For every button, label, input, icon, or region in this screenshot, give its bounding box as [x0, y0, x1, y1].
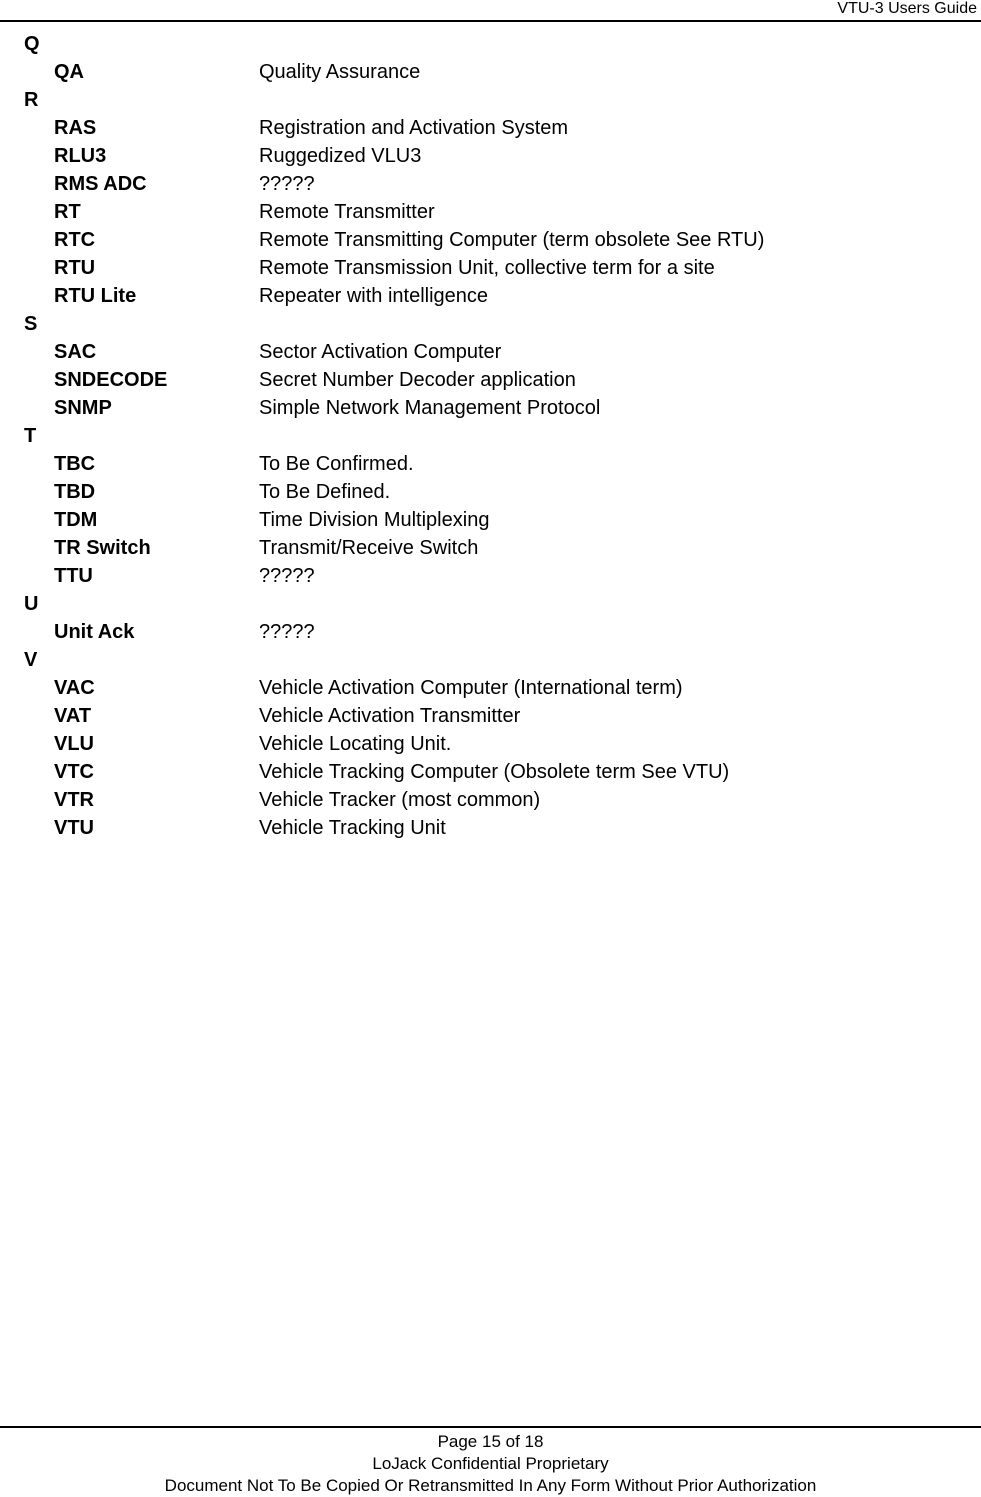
- glossary-definition: Sector Activation Computer: [259, 341, 502, 363]
- section-letter: Q: [24, 33, 40, 55]
- glossary-entry: [0, 114, 981, 142]
- glossary-term: VAC: [54, 677, 95, 699]
- glossary-definition: Vehicle Tracking Unit: [259, 817, 446, 839]
- glossary-definition: ?????: [259, 621, 315, 643]
- glossary-definition: Time Division Multiplexing: [259, 509, 490, 531]
- glossary-term: VAT: [54, 705, 92, 727]
- glossary-definition: Vehicle Tracker (most common): [259, 789, 541, 811]
- glossary-entry: [0, 674, 981, 702]
- glossary-definition: ?????: [259, 565, 315, 587]
- glossary-definition: Remote Transmitting Computer (term obsolete See RTU): [259, 229, 765, 251]
- glossary-term: VLU: [54, 733, 94, 755]
- glossary-entry: [0, 618, 981, 646]
- glossary-term: RAS: [54, 117, 97, 139]
- section-letter: T: [24, 425, 37, 447]
- glossary-entry: [0, 562, 981, 590]
- glossary-entry: [0, 450, 981, 478]
- glossary-definition: Transmit/Receive Switch: [259, 537, 479, 559]
- glossary-term: VTR: [54, 789, 94, 811]
- page-header: [0, 0, 981, 22]
- glossary-definition: To Be Defined.: [259, 481, 391, 503]
- glossary-entry: [0, 282, 981, 310]
- glossary-entry: [0, 702, 981, 730]
- glossary-entry: [0, 786, 981, 814]
- glossary-term: TTU: [54, 565, 93, 587]
- section-letter: R: [24, 89, 39, 111]
- glossary: [0, 30, 981, 842]
- glossary-section-q: [0, 30, 981, 86]
- glossary-section-t: [0, 422, 981, 590]
- glossary-section-v: [0, 646, 981, 842]
- glossary-entry: [0, 394, 981, 422]
- glossary-definition: Quality Assurance: [259, 61, 421, 83]
- confidential-notice: LoJack Confidential Proprietary: [372, 1454, 609, 1473]
- document-title: VTU-3 Users Guide: [837, 0, 977, 17]
- copy-notice: Document Not To Be Copied Or Retransmitted In Any Form Without Prior Authorization: [164, 1476, 817, 1495]
- glossary-term: RLU3: [54, 145, 107, 167]
- glossary-entry: [0, 226, 981, 254]
- page-footer: [0, 1426, 981, 1497]
- glossary-definition: Repeater with intelligence: [259, 285, 489, 307]
- glossary-term: TBC: [54, 453, 96, 475]
- glossary-term: VTC: [54, 761, 94, 783]
- glossary-definition: Vehicle Activation Computer (International term): [259, 677, 683, 699]
- glossary-entry: [0, 338, 981, 366]
- glossary-term: SNDECODE: [54, 369, 168, 391]
- glossary-entry: [0, 170, 981, 198]
- glossary-term: SNMP: [54, 397, 112, 419]
- glossary-term: RT: [54, 201, 81, 223]
- glossary-entry: [0, 198, 981, 226]
- glossary-definition: Ruggedized VLU3: [259, 145, 422, 167]
- glossary-definition: Vehicle Tracking Computer (Obsolete term See VTU): [259, 761, 730, 783]
- glossary-term: RMS ADC: [54, 173, 147, 195]
- glossary-entry: [0, 814, 981, 842]
- glossary-term: QA: [54, 61, 84, 83]
- glossary-entry: [0, 534, 981, 562]
- glossary-entry: [0, 730, 981, 758]
- glossary-definition: Remote Transmission Unit, collective term for a site: [259, 257, 715, 279]
- glossary-term: TDM: [54, 509, 98, 531]
- glossary-definition: Simple Network Management Protocol: [259, 397, 601, 419]
- glossary-term: RTC: [54, 229, 96, 251]
- section-letter: U: [24, 593, 39, 615]
- glossary-section-s: [0, 310, 981, 422]
- page-number: Page 15 of 18: [437, 1432, 544, 1451]
- section-letter: S: [24, 313, 38, 335]
- glossary-definition: Vehicle Locating Unit.: [259, 733, 452, 755]
- glossary-term: TR Switch: [54, 537, 151, 559]
- glossary-section-u: [0, 590, 981, 646]
- glossary-entry: [0, 254, 981, 282]
- glossary-term: TBD: [54, 481, 96, 503]
- glossary-entry: [0, 366, 981, 394]
- glossary-entry: [0, 58, 981, 86]
- glossary-definition: Vehicle Activation Transmitter: [259, 705, 521, 727]
- glossary-entry: [0, 506, 981, 534]
- glossary-definition: ?????: [259, 173, 315, 195]
- glossary-entry: [0, 478, 981, 506]
- glossary-section-r: [0, 86, 981, 310]
- glossary-term: RTU Lite: [54, 285, 137, 307]
- glossary-definition: Registration and Activation System: [259, 117, 569, 139]
- glossary-entry: [0, 758, 981, 786]
- glossary-term: VTU: [54, 817, 94, 839]
- glossary-term: SAC: [54, 341, 97, 363]
- glossary-definition: Secret Number Decoder application: [259, 369, 576, 391]
- glossary-definition: Remote Transmitter: [259, 201, 435, 223]
- glossary-definition: To Be Confirmed.: [259, 453, 414, 475]
- section-letter: V: [24, 649, 38, 671]
- glossary-term: Unit Ack: [54, 621, 135, 643]
- glossary-term: RTU: [54, 257, 96, 279]
- glossary-entry: [0, 142, 981, 170]
